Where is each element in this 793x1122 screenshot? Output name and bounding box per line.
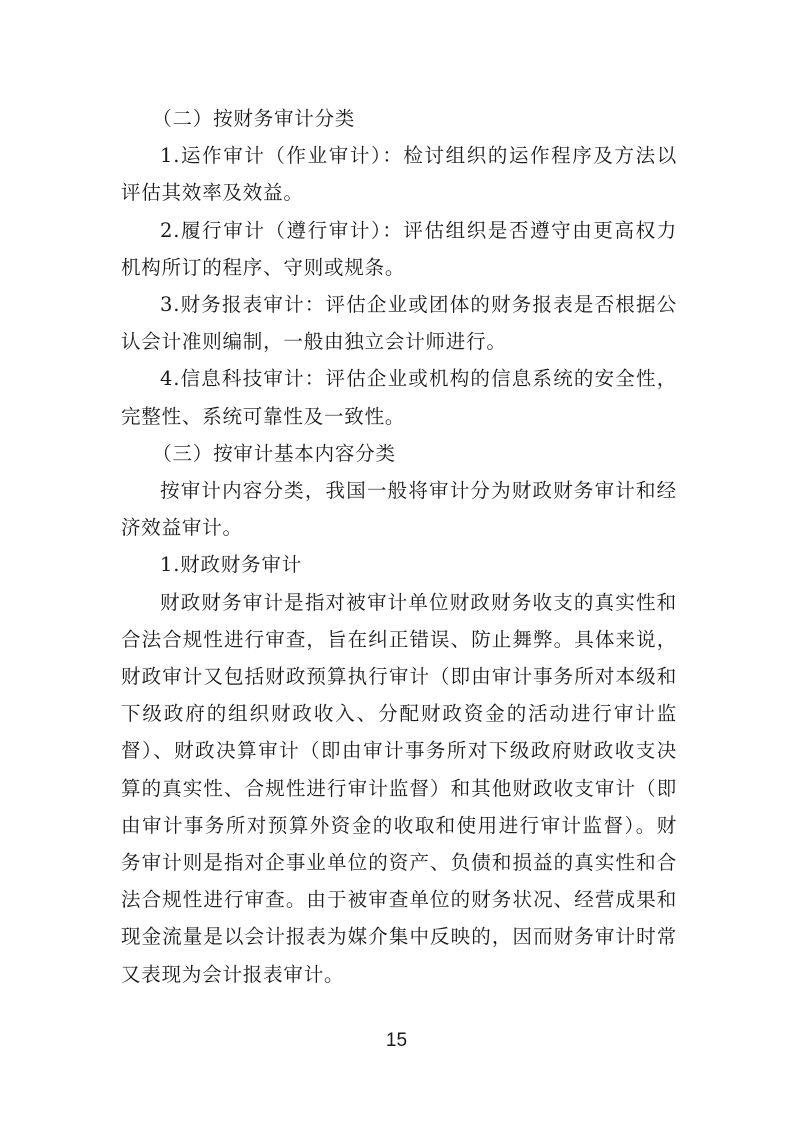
body-paragraph: 财政财务审计是指对被审计单位财政财务收支的真实性和合法合规性进行审查，旨在纠正错误、防止舞弊。具体来说，财政审计又包括财政预算执行审计（即由审计事务所对本级和下级政府的组织财政收入、分配财政资金的活动进行审计监督）、财政决算审计（即由审计事务所对下级政府财政收支决算的真实性、合规性进行审计监督）和其他财政收支审计（即由审计事务所对预算外资金的收取和使用进行审计监督）。财务审计则是指对企事业单位的资产、负债和损益的真实性和合法合规性进行审查。由于被审查单位的财务状况、经营成果和现金流量是以会计报表为媒介集中反映的，因而财务审计时常又表现为会计报表审计。 <box>121 590 677 986</box>
sub-heading-fiscal-audit: 1.财政财务审计 <box>160 553 303 577</box>
list-item-it-audit: 4.信息科技审计：评估企业或机构的信息系统的安全性，完整性、系统可靠性及一致性。 <box>121 367 677 428</box>
section-heading-3: （三）按审计基本内容分类 <box>152 441 396 465</box>
list-item-financial-statement-audit: 3.财务报表审计：评估企业或团体的财务报表是否根据公认会计准则编制，一般由独立会计师进行。 <box>121 293 677 354</box>
page-content <box>121 100 677 993</box>
page-number: 15 <box>385 1030 408 1051</box>
list-item-compliance-audit: 2.履行审计（遵行审计）：评估组织是否遵守由更高权力机构所订的程序、守则或规条。 <box>121 218 677 279</box>
intro-paragraph: 按审计内容分类，我国一般将审计分为财政财务审计和经济效益审计。 <box>121 479 677 540</box>
section-heading-2: （二）按财务审计分类 <box>152 107 356 130</box>
list-item-operational-audit: 1.运作审计（作业审计）：检讨组织的运作程序及方法以评估其效率及效益。 <box>121 144 677 205</box>
